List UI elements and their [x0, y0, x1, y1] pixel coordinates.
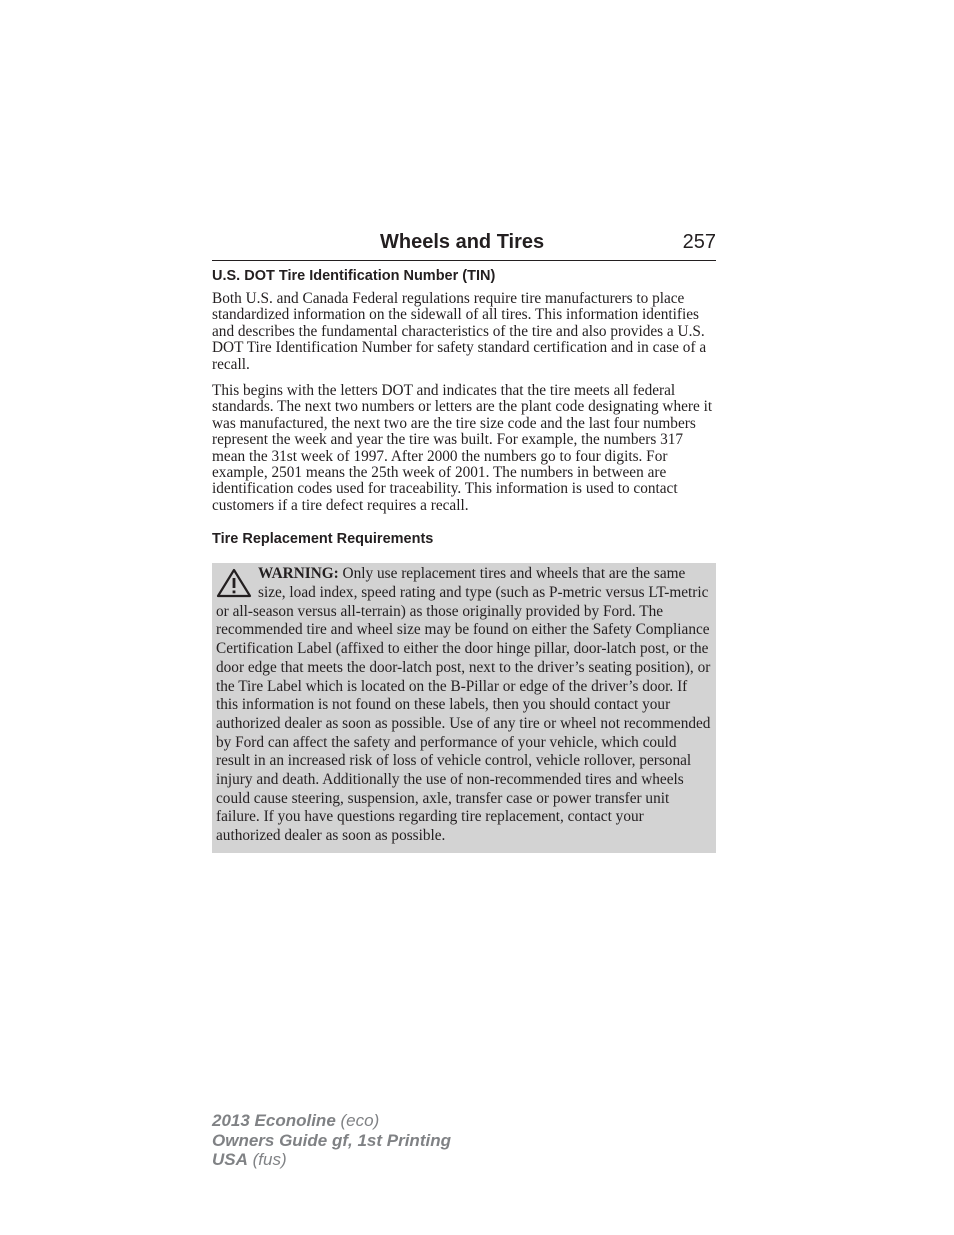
footer-model-code: (eco) [335, 1111, 380, 1130]
page-number: 257 [682, 231, 716, 253]
footer-region-code: (fus) [247, 1150, 287, 1169]
page-footer [212, 1111, 451, 1170]
warning-triangle-icon [216, 568, 252, 598]
paragraph-tin-intro: Both U.S. and Canada Federal regulations require tire manufacturers to place standardized information on the sidewall of all tires. This information identifies and describes the fundamental characteristics of the tire and also provides a U.S. DOT Tire Identification Number for safety standard certification and in case of a recall. [212, 290, 707, 373]
paragraph-tin-details: This begins with the letters DOT and indicates that the tire meets all federal standards. The next two numbers or letters are the plant code designating where it was manufactured, the next two are the tire size code and the last four numbers represent the week and year the tire was built. For example, the numbers 317 mean the 31st week of 1997. After 2000 the numbers go to four digits. For example, 2501 means the 25th week of 2001. The numbers in between are identification codes used for traceability. This information is used to contact customers if a tire defect requires a recall. [212, 382, 713, 514]
warning-body: Only use replacement tires and wheels that are the same size, load index, speed rating and type (such as P-metric versus LT-metric or all-season versus all-terrain) as those originally provided by Ford. The recommended tire and wheel size may be found on either the Safety Compliance Certification Label (affixed to either the door hinge pillar, door-latch post, or the door edge that meets the door-latch post, next to the driver’s seating position), or the Tire Label which is located on the B-Pillar or edge of the driver’s door. If this information is not found on these labels, then you should contact your authorized dealer as soon as possible. Use of any tire or wheel not recommended by Ford can affect the safety and performance of your vehicle, which could result in an increased risk of loss of vehicle control, vehicle rollover, personal injury and death. Additionally the use of non-recommended tires and wheels could cause steering, suspension, axle, transfer case or power transfer unit failure. If you have questions regarding tire replacement, contact your authorized dealer as soon as possible. [216, 565, 711, 845]
section-heading-tin: U.S. DOT Tire Identification Number (TIN) [212, 268, 496, 284]
warning-label: WARNING: [258, 565, 339, 583]
footer-line-region [212, 1150, 451, 1170]
footer-model-name: 2013 Econoline [212, 1111, 336, 1130]
page-header [212, 228, 716, 261]
section-heading-replacement: Tire Replacement Requirements [212, 531, 434, 548]
page-title: Wheels and Tires [380, 231, 545, 253]
footer-region: USA [212, 1150, 248, 1169]
footer-line-model [212, 1111, 451, 1131]
page-content [212, 267, 716, 853]
footer-line-guide: Owners Guide gf, 1st Printing [212, 1130, 451, 1150]
warning-box [212, 563, 716, 853]
warning-text [216, 565, 711, 846]
